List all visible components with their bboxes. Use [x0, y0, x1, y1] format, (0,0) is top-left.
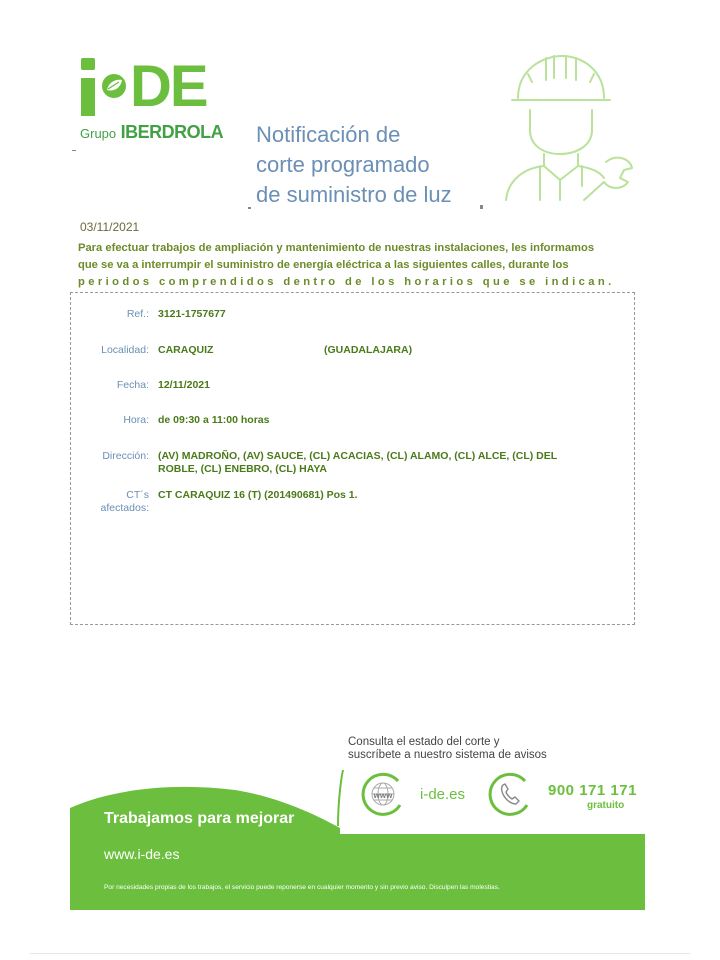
intro-line: que se va a interrumpir el suministro de energía eléctrica a las siguientes calles, durante los [78, 259, 569, 271]
consulta-line: suscríbete a nuestro sistema de avisos [348, 749, 547, 761]
provincia-value: (GUADALAJARA) [324, 344, 413, 356]
hora-value: de 09:30 a 11:00 horas [158, 414, 270, 426]
title-line-1: Notificación de [256, 122, 401, 147]
divider-mark [248, 207, 251, 209]
cts-label-line-1: CT´s [126, 489, 149, 501]
fecha-value: 12/11/2021 [158, 379, 210, 391]
group-name: IBERDROLA [120, 122, 224, 142]
page-title [256, 120, 496, 210]
intro-line: Para efectuar trabajos de ampliación y mantenimiento de nuestras instalaciones, les informamos [78, 242, 595, 254]
disclaimer: Por necesidades propias de los trabajos, el servicio puede reponerse en cualquier momento y sin previo aviso. Disculpen las molestias. [104, 884, 500, 891]
cts-label [101, 489, 149, 515]
group-prefix: Grupo [80, 126, 117, 141]
page-bottom-divider [30, 953, 690, 954]
details-box [70, 292, 635, 625]
title-line-2: corte programado [256, 152, 430, 177]
www-icon-text: www [373, 791, 393, 800]
intro-paragraph [78, 240, 640, 291]
notice-date: 03/11/2021 [80, 220, 140, 234]
ref-label: Ref.: [126, 308, 149, 320]
consulta-text [348, 736, 547, 762]
phone-free-note: gratuito [587, 800, 625, 811]
logo-letter-i [80, 58, 98, 116]
worker-icon [496, 50, 646, 210]
title-line-3: de suministro de luz [256, 182, 452, 207]
ide-logo [80, 56, 250, 146]
direccion-label: Dirección: [102, 450, 149, 462]
cts-label-line-2: afectados: [100, 502, 149, 514]
ide-wordmark [80, 54, 207, 119]
phone-number[interactable]: 900 171 171 [548, 782, 637, 799]
phone-icon [487, 771, 533, 817]
consulta-line: Consulta el estado del corte y [348, 736, 500, 748]
website-link[interactable]: www.i-de.es [104, 846, 180, 862]
intro-line: periodos comprendidos dentro de los horarios que se indican. [78, 276, 615, 288]
slogan: Trabajamos para mejorar [104, 810, 295, 827]
localidad-value: CARAQUIZ [158, 344, 214, 356]
divider-mark [480, 205, 483, 209]
group-iberdrola [80, 122, 223, 143]
direccion-value: (AV) MADROÑO, (AV) SAUCE, (CL) ACACIAS, (CL) ALAMO, (CL) ALCE, (CL) DEL ROBLE, (CL) ENEBRO, (CL) HAYA [158, 450, 557, 475]
cts-value: CT CARAQUIZ 16 (T) (201490681) Pos 1. [158, 489, 358, 501]
localidad-label: Localidad: [101, 344, 149, 356]
divider-mark [72, 150, 76, 151]
web-label[interactable]: i-de.es [420, 786, 466, 803]
leaf-icon [101, 73, 127, 99]
fecha-label: Fecha: [116, 379, 149, 391]
globe-icon [360, 771, 406, 817]
logo-de-text: DE [130, 54, 207, 119]
hora-label: Hora: [123, 414, 149, 426]
ref-value: 3121-1757677 [158, 308, 226, 320]
